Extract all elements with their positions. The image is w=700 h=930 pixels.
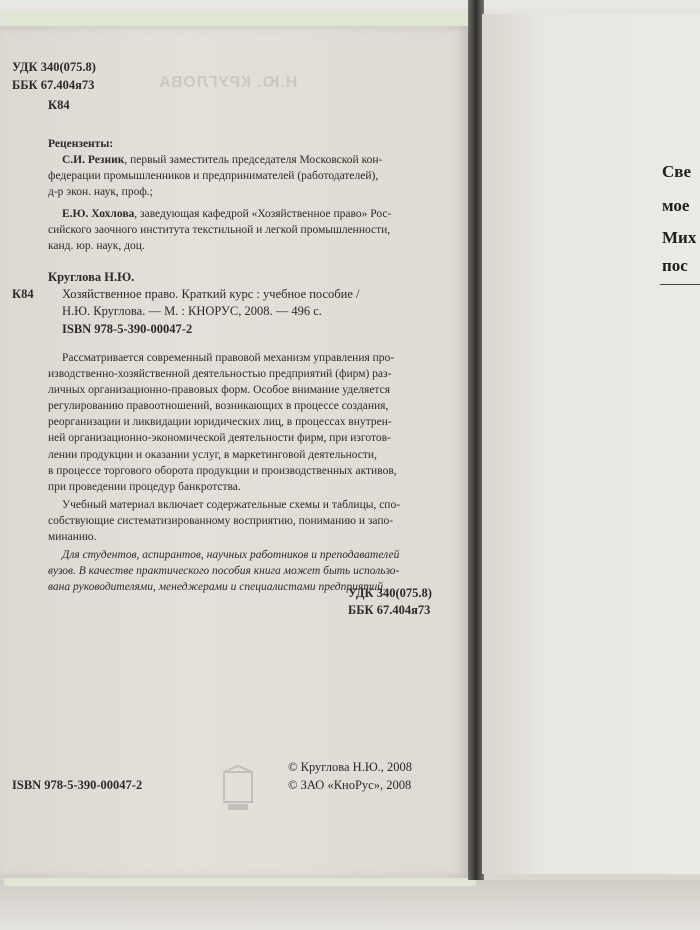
right-page-line-4: пос (662, 256, 688, 275)
bib-line-2: Н.Ю. Круглова. — М. : КНОРУС, 2008. — 496 с. (62, 304, 322, 318)
annotation-line: лении продукции и оказании услуг, в маркетинговой деятельности, (48, 448, 377, 461)
bib-author: Круглова Н.Ю. (48, 270, 135, 284)
annotation-line: Рассматривается современный правовой механизм управления про- (62, 352, 395, 364)
publisher-emblem-icon (220, 764, 256, 814)
reviewer-2-name: Е.Ю. Хохлова (62, 208, 135, 220)
annotation-line: изводственно-хозяйственной деятельностью предприятий (фирм) раз- (48, 368, 392, 381)
footer-isbn: ISBN 978-5-390-00047-2 (12, 778, 143, 792)
annotation-line: личных организационно-правовых форм. Особое внимание уделяется (48, 384, 390, 397)
reviewer-2-line-1: Е.Ю. Хохлова, заведующая кафедрой «Хозяйственное право» Рос- (62, 208, 392, 220)
annotation-line: реорганизации и ликвидации юридических лиц, в процессах внутрен- (48, 416, 392, 429)
audience-line: Для студентов, аспирантов, научных работников и преподавателей (62, 549, 400, 562)
reviewer-1-name: С.И. Резник (62, 154, 125, 166)
bib-line-1: Хозяйственное право. Краткий курс : учебное пособие / (62, 287, 360, 301)
reviewer-2-line-2: сийского заочного института текстильной и легкой промышленности, (48, 224, 391, 236)
right-page-line-3: Мих (662, 228, 697, 247)
imprint-page (0, 26, 468, 878)
audience-line: вузов. В качестве практического пособия книга может быть использо- (48, 565, 400, 578)
udk-code-bottom: УДК 340(075.8) (348, 586, 432, 600)
reviewer-1-line-3: д-р экон. наук, проф.; (48, 186, 153, 198)
copyright-publisher: © ЗАО «КноРус», 2008 (288, 778, 412, 792)
bib-mark: К84 (12, 287, 34, 301)
annotation-line: Учебный материал включает содержательные схемы и таблицы, спо- (62, 498, 401, 511)
annotation (48, 350, 448, 595)
bbk-code: ББК 67.404я73 (12, 78, 95, 92)
reviewer-1-line-1: С.И. Резник, первый заместитель председателя Московской кон- (62, 154, 383, 166)
annotation-line: минанию. (48, 531, 97, 544)
annotation-line: в процессе торгового оборота продукции и производственных активов, (48, 464, 397, 477)
right-page-rule (660, 284, 700, 285)
annotation-line: при проведении процедур банкротства. (48, 480, 241, 493)
author-mark: К84 (48, 98, 70, 112)
background-bottom (0, 880, 700, 930)
bbk-code-bottom: ББК 67.404я73 (348, 603, 431, 617)
bib-isbn: ISBN 978-5-390-00047-2 (62, 322, 193, 336)
reviewer-1-line-2: федерации промышленников и предпринимателей (работодателей), (48, 170, 379, 182)
right-page-line-2: мое (662, 196, 690, 215)
annotation-line: собствующие систематизированному восприятию, пониманию и запо- (48, 514, 394, 527)
annotation-line: ней организационно-экономической деятельности фирм, при изготов- (48, 432, 391, 445)
audience-line: вана руководителями, менеджерами и специалистами предприятий. (48, 581, 386, 594)
right-page-line-1: Све (662, 162, 692, 181)
show-through-text: Н.Ю. КРУГЛОВА (158, 74, 298, 91)
copyright-author: © Круглова Н.Ю., 2008 (288, 760, 413, 774)
udk-code: УДК 340(075.8) (12, 60, 96, 74)
dedication-page (482, 14, 700, 874)
reviewer-2-line-3: канд. юр. наук, доц. (48, 240, 145, 252)
annotation-line: регулированию правоотношений, возникающих в процессе создания, (48, 400, 389, 413)
reviewers-heading: Рецензенты: (48, 138, 114, 150)
